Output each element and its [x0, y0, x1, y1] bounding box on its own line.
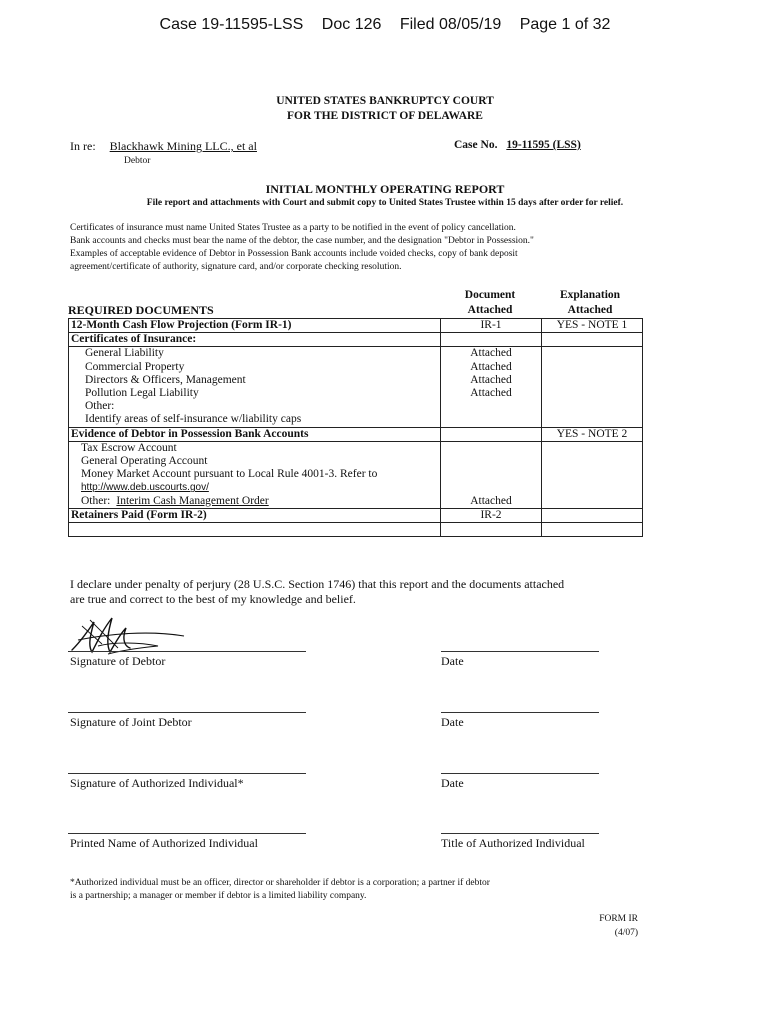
table-row [69, 361, 643, 374]
doc-number-stamp: Doc 126 [321, 16, 382, 33]
court-name: UNITED STATES BANKRUPTCY COURT [276, 95, 494, 107]
date-label: Date [441, 715, 464, 729]
printed-name-line[interactable] [68, 833, 306, 834]
table-row [69, 319, 643, 333]
table-row [69, 508, 643, 522]
local-rules-link[interactable]: http://www.deb.uscourts.gov/ [81, 482, 209, 494]
row-label [69, 481, 441, 494]
signature-of-debtor-label: Signature of Debtor [70, 654, 166, 668]
document-attached-cell: Attached [441, 347, 542, 361]
table-row [69, 333, 643, 347]
document-attached-cell [441, 413, 542, 427]
document-attached-cell: IR-2 [441, 508, 542, 522]
explanation-attached-cell [542, 508, 643, 522]
authorized-signature-line[interactable] [68, 773, 306, 774]
row-label: Directors & Officers, Management [69, 374, 441, 387]
report-subtitle: File report and attachments with Court and submit copy to United States Trustee within 15 days after order for relief. [146, 198, 624, 208]
document-attached-cell: Attached [441, 374, 542, 387]
table-row [69, 481, 643, 494]
document-attached-header: Document Attached [464, 289, 516, 316]
court-district: FOR THE DISTRICT OF DELAWARE [287, 110, 483, 122]
document-attached-cell: Attached [441, 494, 542, 508]
in-re-label: In re: [70, 139, 96, 153]
filed-date-stamp: Filed 08/05/19 [399, 16, 502, 33]
table-row [69, 468, 643, 481]
row-label [69, 494, 441, 508]
row-label: General Operating Account [69, 455, 441, 468]
form-revision-date: (4/07) [614, 928, 638, 938]
authorized-date-line[interactable] [441, 773, 599, 774]
explanation-attached-cell [542, 494, 643, 508]
explanation-attached-cell [542, 333, 643, 347]
other-value: Interim Cash Management Order [116, 494, 269, 507]
row-label: Money Market Account pursuant to Local Rule 4001-3. Refer to [69, 468, 441, 481]
date-label: Date [441, 776, 464, 790]
document-attached-cell [441, 522, 542, 536]
explanation-attached-cell [542, 347, 643, 361]
title-line[interactable] [441, 833, 599, 834]
joint-debtor-signature-line[interactable] [68, 712, 306, 713]
instruction-line: Bank accounts and checks must bear the name of the debtor, the case number, and the designation "Debtor in Possession." [70, 236, 534, 246]
signature-of-authorized-individual-label: Signature of Authorized Individual* [70, 776, 244, 790]
row-label [69, 522, 441, 536]
document-attached-cell [441, 441, 542, 455]
debtor-date-line[interactable] [441, 651, 599, 652]
case-no-label: Case No. [454, 139, 498, 151]
table-row [69, 374, 643, 387]
document-attached-cell [441, 427, 542, 441]
row-label: Commercial Property [69, 361, 441, 374]
document-attached-cell [441, 333, 542, 347]
explanation-attached-cell [542, 400, 643, 413]
explanation-attached-cell: YES - NOTE 2 [542, 427, 643, 441]
table-row [69, 400, 643, 413]
row-label: Other: [69, 400, 441, 413]
explanation-attached-cell [542, 468, 643, 481]
row-label: General Liability [69, 347, 441, 361]
form-name: FORM IR [599, 914, 638, 924]
title-of-authorized-individual-label: Title of Authorized Individual [441, 836, 585, 850]
instruction-line: Examples of acceptable evidence of Debtor in Possession Bank accounts include voided checks, copy of bank deposit [70, 249, 518, 259]
document-attached-cell [441, 468, 542, 481]
case-number-stamp: Case 19-11595-LSS [159, 16, 304, 33]
report-title: INITIAL MONTHLY OPERATING REPORT [265, 182, 505, 196]
row-label: Tax Escrow Account [69, 441, 441, 455]
row-label: Certificates of Insurance: [69, 333, 441, 347]
explanation-attached-cell: YES - NOTE 1 [542, 319, 643, 333]
case-no-line [454, 139, 587, 151]
document-attached-cell: IR-1 [441, 319, 542, 333]
explanation-attached-cell [542, 522, 643, 536]
footnote-line: *Authorized individual must be an officer, director or shareholder if debtor is a corporation; a partner if debtor [70, 878, 490, 888]
other-label: Other: [81, 494, 111, 507]
row-label: Evidence of Debtor in Possession Bank Accounts [69, 427, 441, 441]
explanation-attached-cell [542, 455, 643, 468]
document-attached-cell: Attached [441, 361, 542, 374]
explanation-attached-cell [542, 361, 643, 374]
table-row [69, 427, 643, 441]
document-attached-cell [441, 455, 542, 468]
footnote-line: is a partnership; a manager or member if debtor is a limited liability company. [70, 891, 367, 901]
signature-of-joint-debtor-label: Signature of Joint Debtor [70, 715, 192, 729]
debtor-label: Debtor [124, 156, 151, 166]
document-attached-cell [441, 400, 542, 413]
explanation-attached-cell [542, 441, 643, 455]
row-label: Identify areas of self-insurance w/liability caps [69, 413, 441, 427]
explanation-attached-cell [542, 374, 643, 387]
document-attached-cell [441, 481, 542, 494]
case-no-value: 19-11595 (LSS) [506, 139, 581, 151]
debtor-name: Blackhawk Mining LLC., et al [109, 139, 257, 153]
date-label: Date [441, 654, 464, 668]
debtor-signature-line[interactable] [68, 651, 306, 652]
joint-debtor-date-line[interactable] [441, 712, 599, 713]
table-row [69, 455, 643, 468]
page-number-stamp: Page 1 of 32 [519, 16, 611, 33]
row-label: Pollution Legal Liability [69, 387, 441, 400]
instruction-line: agreement/certificate of authority, signature card, and/or corporate checking resolution. [70, 262, 402, 272]
table-row [69, 413, 643, 427]
table-row [69, 347, 643, 361]
printed-name-label: Printed Name of Authorized Individual [70, 836, 258, 850]
explanation-attached-cell [542, 413, 643, 427]
instruction-line: Certificates of insurance must name United States Trustee as a party to be notified in the event of policy cancellation. [70, 223, 516, 233]
declaration-line: are true and correct to the best of my knowledge and belief. [70, 592, 356, 606]
required-documents-table [68, 318, 643, 537]
table-row [69, 522, 643, 536]
in-re-line [70, 139, 261, 154]
table-row [69, 441, 643, 455]
explanation-attached-header: Explanation Attached [559, 289, 621, 316]
case-header-stamp [0, 16, 770, 34]
document-attached-cell: Attached [441, 387, 542, 400]
table-row [69, 494, 643, 508]
explanation-attached-cell [542, 387, 643, 400]
declaration-line: I declare under penalty of perjury (28 U.S.C. Section 1746) that this report and the documents attached [70, 577, 565, 591]
row-label: 12-Month Cash Flow Projection (Form IR-1) [69, 319, 441, 333]
row-label: Retainers Paid (Form IR-2) [69, 508, 441, 522]
explanation-attached-cell [542, 481, 643, 494]
required-documents-header: REQUIRED DOCUMENTS [68, 303, 214, 317]
table-row [69, 387, 643, 400]
